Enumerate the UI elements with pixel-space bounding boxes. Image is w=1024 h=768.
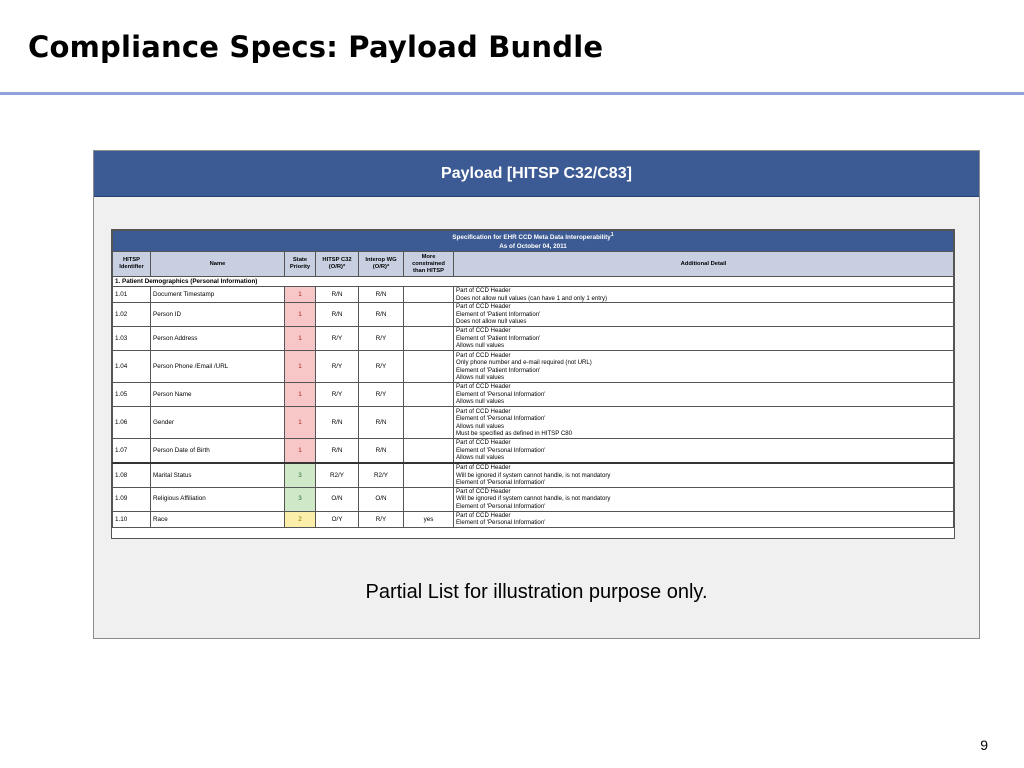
row-more: yes: [404, 511, 454, 527]
row-name: Person Address: [151, 327, 285, 351]
row-more: [404, 407, 454, 439]
detail-line: Will be ignored if system cannot handle, is not mandatory: [456, 495, 611, 503]
title-divider: [0, 92, 1024, 95]
col-header-interop: Interop WG (O/R)*: [359, 252, 404, 277]
row-interop: R/N: [359, 407, 404, 439]
row-id: 1.10: [113, 511, 151, 527]
detail-line: Allows null values: [456, 342, 505, 350]
row-detail: [454, 303, 954, 327]
row-priority: 1: [285, 439, 316, 463]
row-detail: [454, 439, 954, 463]
row-more: [404, 351, 454, 383]
row-id: 1.06: [113, 407, 151, 439]
table-row: [113, 511, 954, 527]
row-name: Race: [151, 511, 285, 527]
table-row: [113, 327, 954, 351]
row-c32: R/Y: [316, 383, 359, 407]
row-id: 1.04: [113, 351, 151, 383]
row-id: 1.05: [113, 383, 151, 407]
detail-line: Element of 'Patient Information': [456, 310, 541, 318]
spec-table: [112, 230, 954, 528]
row-c32: R/N: [316, 287, 359, 303]
slide-title: Compliance Specs: Payload Bundle: [28, 30, 604, 64]
detail-line: Allows null values: [456, 374, 505, 382]
row-interop: R/N: [359, 439, 404, 463]
row-interop: R/Y: [359, 327, 404, 351]
row-interop: R/Y: [359, 383, 404, 407]
table-row: [113, 383, 954, 407]
row-detail: [454, 511, 954, 527]
row-interop: R/N: [359, 303, 404, 327]
detail-line: Element of 'Personal Information': [456, 519, 546, 527]
detail-line: Part of CCD Header: [456, 407, 511, 415]
table-row: [113, 303, 954, 327]
detail-line: Part of CCD Header: [456, 287, 511, 294]
detail-line: Will be ignored if system cannot handle, is not mandatory: [456, 471, 611, 479]
row-more: [404, 383, 454, 407]
table-row: [113, 439, 954, 463]
detail-line: Part of CCD Header: [456, 439, 511, 447]
row-c32: R/N: [316, 407, 359, 439]
detail-line: Element of 'Personal Information': [456, 503, 546, 511]
row-more: [404, 303, 454, 327]
row-name: Religious Affiliation: [151, 487, 285, 511]
col-header-c32: HITSP C32 (O/R)*: [316, 252, 359, 277]
detail-line: Element of 'Personal Information': [456, 479, 546, 487]
detail-line: Element of 'Patient Information': [456, 366, 541, 374]
col-header-priority: State Priority: [285, 252, 316, 277]
col-header-more: More constrained than HITSP: [404, 252, 454, 277]
row-priority: 1: [285, 407, 316, 439]
row-detail: [454, 287, 954, 303]
row-id: 1.03: [113, 327, 151, 351]
row-more: [404, 463, 454, 487]
panel-header: Payload [HITSP C32/C83]: [94, 151, 979, 197]
row-detail: [454, 463, 954, 487]
col-header-id: HITSP Identifier: [113, 252, 151, 277]
row-priority: 1: [285, 383, 316, 407]
row-more: [404, 487, 454, 511]
row-interop: R2/Y: [359, 463, 404, 487]
detail-line: Allows null values: [456, 422, 505, 430]
row-interop: R/Y: [359, 351, 404, 383]
detail-line: Allows null values: [456, 398, 505, 406]
row-id: 1.08: [113, 463, 151, 487]
row-c32: R/N: [316, 303, 359, 327]
table-row: [113, 463, 954, 487]
row-priority: 1: [285, 303, 316, 327]
table-row: [113, 287, 954, 303]
row-c32: O/Y: [316, 511, 359, 527]
detail-line: Element of 'Personal Information': [456, 446, 546, 454]
detail-line: Element of 'Patient Information': [456, 334, 541, 342]
row-detail: [454, 487, 954, 511]
page-number: 9: [980, 737, 988, 753]
row-name: Person Name: [151, 383, 285, 407]
spec-title-superscript: 1: [610, 232, 614, 239]
row-name: Gender: [151, 407, 285, 439]
payload-panel: [93, 150, 980, 639]
spec-table-image: [111, 229, 955, 539]
row-c32: R/Y: [316, 327, 359, 351]
detail-line: Part of CCD Header: [456, 303, 511, 311]
detail-line: Does not allow null values: [456, 318, 527, 326]
row-more: [404, 439, 454, 463]
detail-line: Part of CCD Header: [456, 487, 511, 495]
detail-line: Part of CCD Header: [456, 383, 511, 391]
row-interop: R/N: [359, 287, 404, 303]
col-header-detail: Additional Detail: [454, 252, 954, 277]
detail-line: Part of CCD Header: [456, 327, 511, 335]
row-detail: [454, 327, 954, 351]
detail-line: Only phone number and e-mail required (not URL): [456, 359, 592, 367]
row-interop: R/Y: [359, 511, 404, 527]
row-id: 1.02: [113, 303, 151, 327]
row-detail: [454, 351, 954, 383]
detail-line: Does not allow null values (can have 1 and only 1 entry): [456, 294, 608, 302]
spec-title-line1: Specification for EHR CCD Meta Data Interoperability: [452, 234, 611, 242]
detail-line: Part of CCD Header: [456, 511, 511, 519]
row-c32: R/N: [316, 439, 359, 463]
table-row: [113, 407, 954, 439]
row-priority: 3: [285, 487, 316, 511]
row-more: [404, 287, 454, 303]
row-priority: 3: [285, 463, 316, 487]
detail-line: Must be specified as defined in HITSP C80: [456, 430, 573, 438]
row-priority: 1: [285, 327, 316, 351]
section-heading: 1. Patient Demographics (Personal Information): [113, 277, 954, 287]
row-interop: O/N: [359, 487, 404, 511]
row-name: Person Date of Birth: [151, 439, 285, 463]
row-id: 1.07: [113, 439, 151, 463]
panel-caption: Partial List for illustration purpose only.: [365, 581, 708, 603]
detail-line: Part of CCD Header: [456, 351, 511, 359]
row-detail: [454, 407, 954, 439]
row-id: 1.09: [113, 487, 151, 511]
row-c32: R2/Y: [316, 463, 359, 487]
row-name: Marital Status: [151, 463, 285, 487]
detail-line: Part of CCD Header: [456, 463, 511, 471]
row-id: 1.01: [113, 287, 151, 303]
table-row: [113, 351, 954, 383]
spec-title-line2: As of October 04, 2011: [499, 242, 567, 250]
row-priority: 2: [285, 511, 316, 527]
row-name: Person Phone /Email /URL: [151, 351, 285, 383]
row-more: [404, 327, 454, 351]
detail-line: Element of 'Personal Information': [456, 415, 546, 423]
row-name: Person ID: [151, 303, 285, 327]
detail-line: Element of 'Personal Information': [456, 390, 546, 398]
row-name: Document Timestamp: [151, 287, 285, 303]
row-priority: 1: [285, 351, 316, 383]
row-priority: 1: [285, 287, 316, 303]
row-c32: O/N: [316, 487, 359, 511]
col-header-name: Name: [151, 252, 285, 277]
table-row: [113, 487, 954, 511]
spec-table-title: [113, 231, 954, 252]
row-c32: R/Y: [316, 351, 359, 383]
detail-line: Allows null values: [456, 454, 505, 462]
row-detail: [454, 383, 954, 407]
